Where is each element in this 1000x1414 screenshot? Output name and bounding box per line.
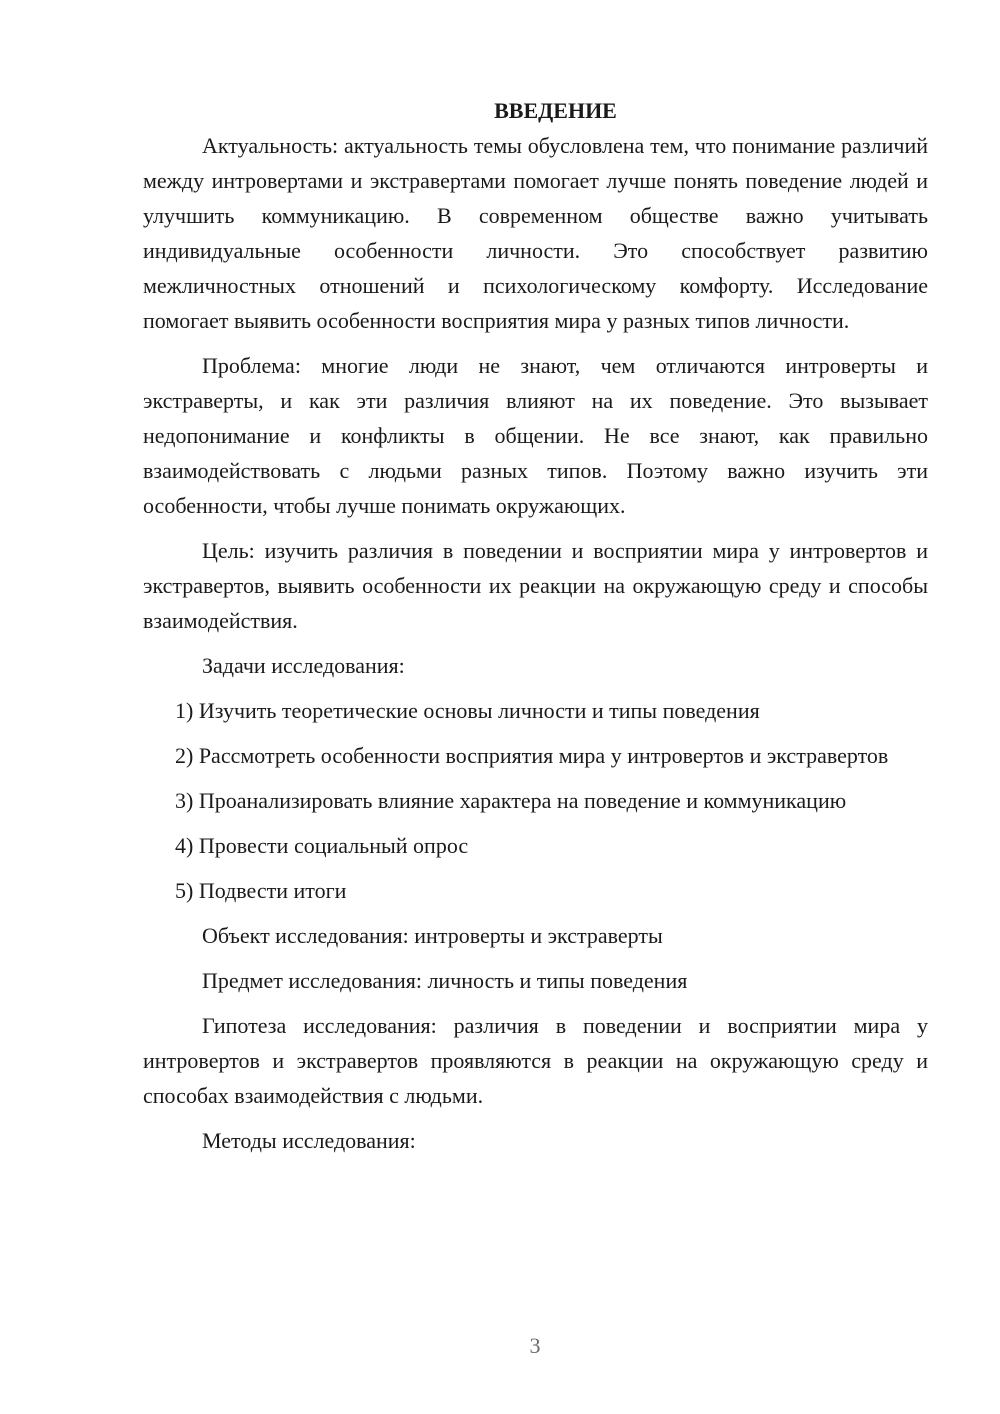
tasks-list bbox=[143, 693, 928, 908]
object-paragraph: Объект исследования: интроверты и экстраверты bbox=[202, 923, 663, 948]
goal-paragraph: Цель: изучить различия в поведении и восприятии мира у интровертов и экстравертов, выявить особенности их реакции на окружающую среду и способы взаимодействия. bbox=[143, 538, 928, 633]
task-item: 1) Изучить теоретические основы личности и типы поведения bbox=[175, 698, 760, 723]
problem-paragraph: Проблема: многие люди не знают, чем отличаются интроверты и экстраверты, и как эти различия влияют на их поведение. Это вызывает недопонимание и конфликты в общении. Не все знают, как правильно взаимодействовать с людьми разных типов. Поэтому важно изучить эти особенности, чтобы лучше понимать окружающих. bbox=[143, 353, 928, 518]
methods-paragraph: Методы исследования: bbox=[202, 1128, 416, 1153]
section-heading: ВВЕДЕНИЕ bbox=[494, 98, 617, 123]
page-number: 3 bbox=[529, 1333, 541, 1358]
task-item: 3) Проанализировать влияние характера на поведение и коммуникацию bbox=[175, 788, 847, 813]
hypothesis-paragraph: Гипотеза исследования: различия в поведении и восприятии мира у интровертов и экстравертов проявляются в реакции на окружающую среду и способах взаимодействия с людьми. bbox=[143, 1013, 928, 1108]
task-item: 4) Провести социальный опрос bbox=[175, 833, 469, 858]
subject-paragraph: Предмет исследования: личность и типы поведения bbox=[202, 968, 688, 993]
task-item: 5) Подвести итоги bbox=[175, 878, 347, 903]
tasks-title: Задачи исследования: bbox=[202, 653, 405, 678]
task-item: 2) Рассмотреть особенности восприятия мира у интровертов и экстравертов bbox=[175, 743, 889, 768]
relevance-paragraph: Актуальность: актуальность темы обусловлена тем, что понимание различий между интровертами и экстравертами помогает лучше понять поведение людей и улучшить коммуникацию. В современном обществе важно учитывать индивидуальные особенности личности. Это способствует развитию межличностных отношений и психологическому комфорту. Исследование помогает выявить особенности восприятия мира у разных типов личности. bbox=[143, 133, 928, 333]
page-content bbox=[143, 93, 928, 1168]
